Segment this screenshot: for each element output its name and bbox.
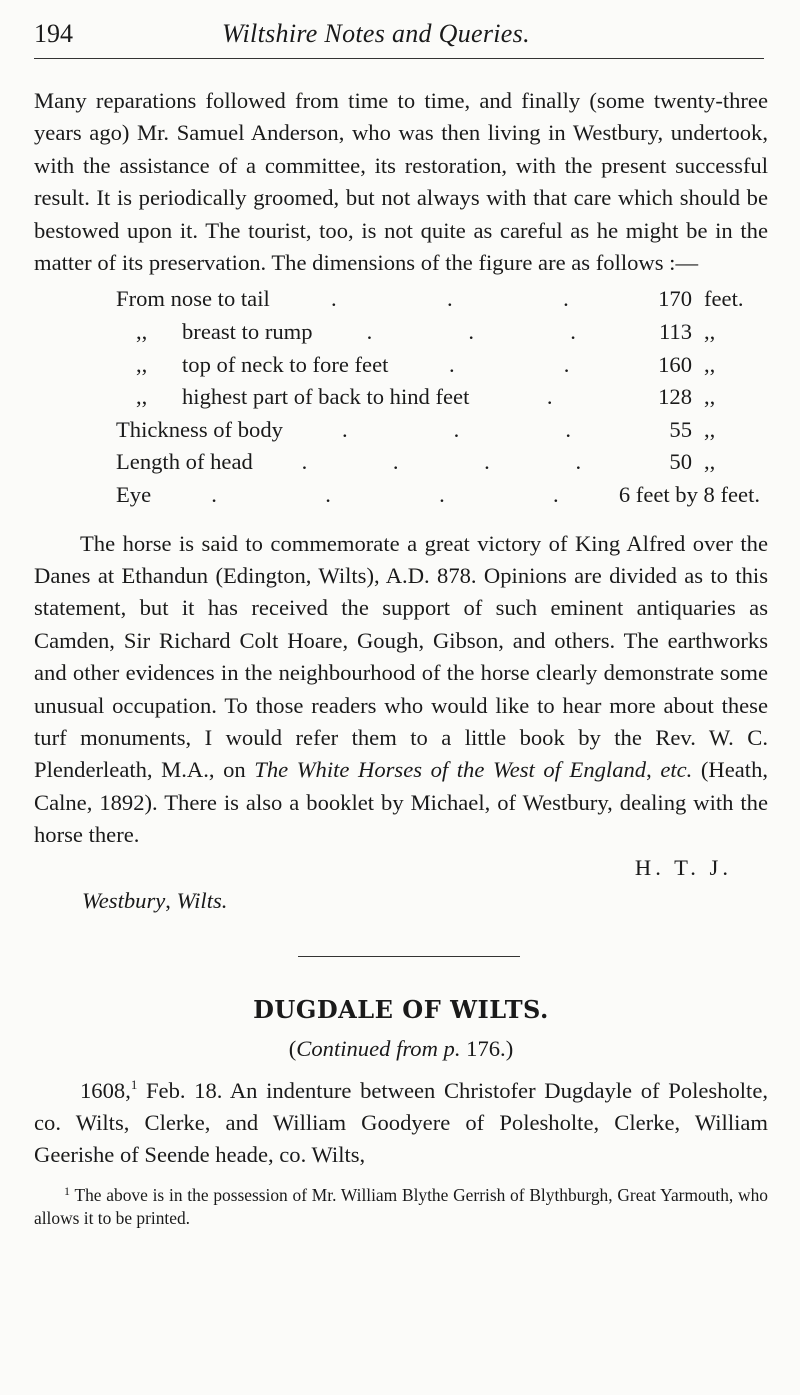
paragraph-indenture: [34, 1075, 768, 1172]
dimension-label: [116, 316, 313, 349]
leader-dots: [469, 381, 630, 414]
leader-dot: .: [484, 449, 490, 475]
ditto-mark: ,,: [136, 319, 148, 345]
leader-dot: .: [563, 286, 569, 312]
page-number: 194: [34, 19, 73, 48]
leader-dot: .: [325, 482, 331, 507]
dimension-unit: ,,: [704, 351, 716, 377]
dimension-label-text: From nose to tail: [116, 286, 270, 312]
footnote-ref[interactable]: 1: [130, 1076, 138, 1092]
p2-text: The horse is said to commemorate a great victory of King Alfred over the Danes at Ethandun (Edington, Wilts), A.D. 878. Opinions are divided as to this statement, but it has received the support of such eminent antiquaries as Camden, Sir Richard Colt Hoare, Gough, Gibson, and others. The earthworks and other evidences in the neighbourhood of the horse clearly demonstrate some unusual occupation. To those readers who would like to hear more about these turf monuments, I would refer them to a little book by the Rev. W. C. Plenderleath, M.A., on: [34, 530, 768, 783]
leader-dots: [388, 349, 630, 382]
sub-open: (: [288, 1035, 297, 1061]
dimension-row: [116, 349, 768, 382]
dimension-value: 50: [669, 449, 692, 475]
dimension-unit: ,,: [704, 319, 716, 345]
dimension-label-text: top of neck to fore feet: [182, 351, 389, 377]
leader-dots: [253, 446, 630, 479]
sub-rest: 176.): [460, 1035, 514, 1061]
leader-dot: .: [575, 449, 582, 475]
dimension-row: [116, 479, 768, 512]
footnote: [34, 1184, 768, 1230]
leader-dot: .: [330, 286, 337, 312]
dimension-unit: ,,: [704, 384, 716, 410]
leader-dot: .: [453, 416, 460, 442]
footnote-text: The above is in the possession of Mr. William Blythe Gerrish of Blythburgh, Great Yarmouth, who allows it to be printed.: [34, 1184, 768, 1228]
dimension-value: 160: [658, 351, 692, 377]
author-place: [82, 884, 768, 918]
book-etc: etc.: [660, 757, 693, 783]
dimension-row: [116, 381, 768, 414]
dimension-value: 113: [658, 319, 692, 345]
dimension-unit: feet.: [704, 286, 744, 312]
indenture-year: 1608,: [80, 1077, 131, 1103]
dimension-value: 170: [658, 286, 692, 312]
dimension-row: [116, 446, 768, 479]
leader-dot: .: [439, 482, 445, 507]
dimension-unit: ,,: [704, 416, 716, 442]
book-title: The White Horses of the West of England: [254, 757, 647, 783]
leader-dots: [270, 283, 630, 316]
leader-dot: .: [570, 319, 576, 345]
dimension-row: [116, 414, 768, 447]
p2-comma: ,: [646, 757, 661, 783]
footnote-marker: 1: [64, 1183, 70, 1198]
section-subtitle: [34, 1033, 768, 1065]
dimension-label: [116, 479, 151, 512]
section-divider: [298, 956, 520, 957]
dimension-value: 6 feet by 8 feet.: [618, 482, 760, 507]
page-header: [34, 14, 768, 54]
dimension-label: [116, 381, 469, 414]
ditto-mark: ,,: [136, 384, 148, 410]
leader-dot: .: [341, 416, 348, 442]
p2-tail: (Heath, Calne, 1892). There is also a booklet by Michael, of Westbury, dealing with the horse there.: [34, 757, 769, 848]
dimension-value: 55: [669, 416, 692, 442]
document-page: [34, 0, 768, 1230]
leader-dot: .: [468, 319, 475, 345]
paragraph-commemoration: [34, 528, 768, 852]
leader-dot: .: [366, 319, 373, 345]
section-title: DUGDALE OF WILTS.: [253, 994, 549, 1024]
leader-dot: .: [392, 449, 399, 475]
paragraph-restoration: Many reparations followed from time to time, and finally (some twenty-three years ago) Mr. Samuel Anderson, who was then living in Westbury, undertook, with the assistance of a committee, its restoration, with the present successful result. It is periodically groomed, but not always with that care which should be bestowed upon it. The tourist, too, is not quite as careful as he might be in the matter of its preservation. The dimensions of the figure are as follows :—: [34, 88, 768, 276]
leader-dot: .: [563, 351, 570, 377]
leader-dot: .: [448, 351, 455, 377]
dimension-row: [116, 283, 768, 316]
place-county: Wilts.: [176, 887, 228, 913]
dimension-label: [116, 349, 388, 382]
dimensions-table: [116, 283, 768, 511]
leader-dot: .: [565, 416, 571, 442]
dimension-label-text: Length of head: [116, 449, 253, 475]
signature-line: [34, 852, 768, 884]
dimension-label: [116, 446, 253, 479]
dimension-unit: ,,: [704, 449, 716, 475]
leader-dots: [283, 414, 630, 447]
dimension-label-text: breast to rump: [182, 319, 313, 345]
sub-italic: Continued from p.: [296, 1035, 461, 1061]
leader-dot: .: [301, 449, 308, 475]
running-title: Wiltshire Notes and Queries.: [222, 19, 530, 48]
author-initials: H. T. J.: [634, 854, 732, 880]
dimension-value: 128: [658, 384, 692, 410]
dimension-label: [116, 283, 270, 316]
ditto-mark: ,,: [136, 351, 148, 377]
header-rule: [34, 58, 764, 59]
leader-dot: .: [447, 286, 453, 312]
dimension-label-text: highest part of back to hind feet: [182, 384, 470, 410]
leader-dots: [313, 316, 630, 349]
leader-dots: [151, 479, 619, 512]
dimension-label-text: Eye: [116, 482, 152, 507]
leader-dot: .: [211, 482, 217, 507]
place-town: Westbury: [82, 887, 166, 913]
indenture-text: Feb. 18. An indenture between Christofer Dugdayle of Polesholte, co. Wilts, Clerke, and William Goodyere of Polesholte, Clerke, William Geerishe of Seende heade, co. Wilts,: [34, 1077, 768, 1168]
dimension-label: [116, 414, 283, 447]
leader-dot: .: [546, 384, 553, 410]
dimension-label-text: Thickness of body: [116, 416, 283, 442]
dimension-row: [116, 316, 768, 349]
place-comma: ,: [165, 887, 177, 913]
leader-dot: .: [553, 482, 559, 507]
